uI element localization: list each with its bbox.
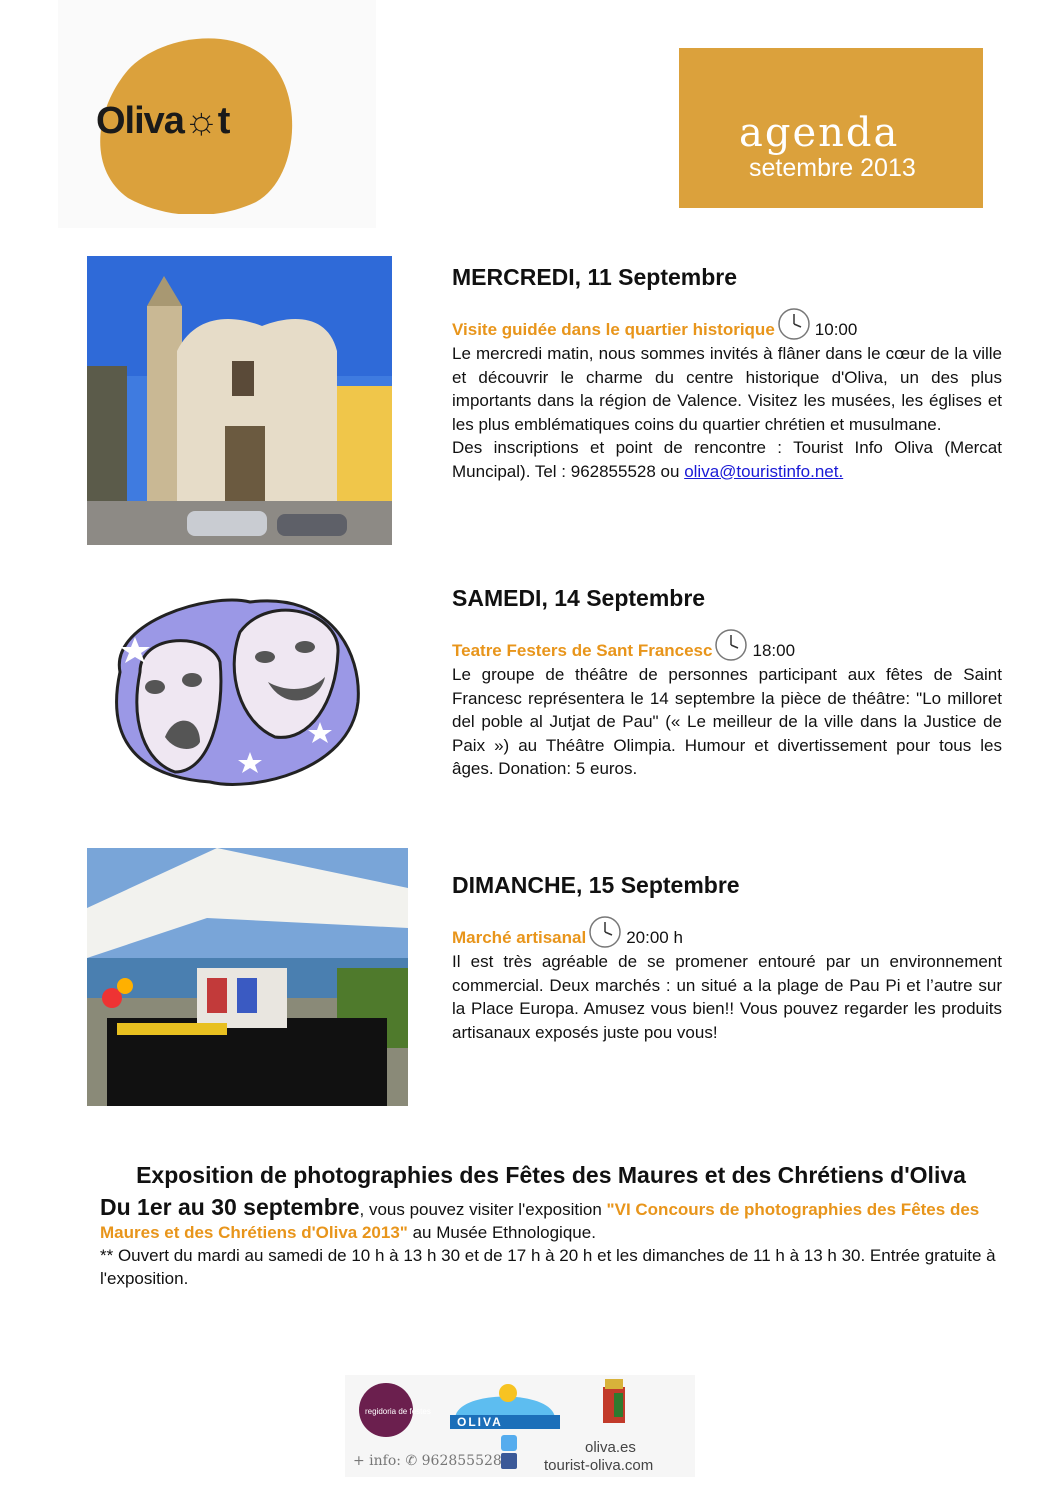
exposition-text-2: au Musée Ethnologique. bbox=[407, 1223, 596, 1242]
event-day: MERCREDI, 11 Septembre bbox=[452, 264, 738, 290]
exposition-text: , vous pouvez visiter l'exposition bbox=[359, 1200, 607, 1219]
exposition-section bbox=[100, 1160, 1002, 1290]
event-day: SAMEDI, 14 Septembre bbox=[452, 585, 706, 611]
event-1 bbox=[452, 264, 1002, 483]
clock-icon bbox=[777, 307, 811, 341]
exposition-title: Exposition de photographies des Fêtes des Maures et des Chrétiens d'Oliva bbox=[136, 1162, 966, 1188]
market-photo bbox=[87, 848, 408, 1106]
exposition-name: "VI Concours de photographies des Fêtes des Maures et des Chrétiens d'Oliva 2013" bbox=[100, 1200, 980, 1242]
coat-of-arms-icon bbox=[599, 1379, 629, 1431]
event-3 bbox=[452, 872, 1002, 1044]
contact-text: Des inscriptions et point de rencontre : Tourist Info Oliva (Mercat Muncipal). Tel : 962855528 ou bbox=[452, 438, 1002, 481]
email-link[interactable]: oliva@touristinfo.net. bbox=[684, 461, 844, 481]
exposition-paragraph bbox=[100, 1196, 1002, 1244]
festes-logo-text: regidoria de festes bbox=[365, 1407, 431, 1416]
theatre-masks-image bbox=[100, 592, 362, 792]
footer-website-tourist[interactable]: tourist-oliva.com bbox=[544, 1457, 654, 1474]
event-time: 20:00 h bbox=[626, 928, 683, 947]
event-description: Le mercredi matin, nous sommes invités à flâner dans le cœur de la ville et découvrir le charme du centre historique d'Oliva, un des plus importants dans la région de Valence. Visitez les musées, les églises et les plus emblématiques coins du quartier chrétien et musulmane. bbox=[452, 344, 1002, 434]
footer-info: + info: ✆ 962855528 bbox=[353, 1453, 502, 1469]
event-title: Marché artisanal bbox=[452, 928, 587, 947]
church-photo bbox=[87, 256, 392, 545]
footer-website-oliva[interactable]: oliva.es bbox=[585, 1439, 636, 1456]
agenda-subtitle: setembre 2013 bbox=[749, 154, 916, 182]
footer-logos bbox=[345, 1375, 695, 1477]
agenda-banner bbox=[679, 48, 983, 208]
event-time: 18:00 bbox=[752, 641, 796, 660]
agenda-title: agenda bbox=[739, 110, 900, 156]
event-description: Le groupe de théâtre de personnes participant aux fêtes de Saint Francesc représentera le 14 septembre la pièce de théâtre: "Lo milloret del poble al Jutjat de Pau" (« Le meilleur de la ville dans la Justice de Paix ») au Théâtre Olimpia. Humour et divertissement pour tous les âges. Donation: 5 euros. bbox=[452, 665, 1002, 778]
event-2 bbox=[452, 585, 1002, 781]
event-time: 10:00 bbox=[814, 320, 858, 339]
clock-icon bbox=[588, 915, 622, 949]
exposition-hours: ** Ouvert du mardi au samedi de 10 h à 13 h 30 et de 17 h à 20 h et les dimanches de 11 h à 13 h 30. Entrée gratuite à l'exposition. bbox=[100, 1246, 996, 1288]
event-title: Teatre Festers de Sant Francesc bbox=[452, 641, 713, 660]
event-day: DIMANCHE, 15 Septembre bbox=[452, 872, 740, 898]
olivaet-logo-text: Oliva☼t bbox=[96, 100, 230, 142]
exposition-date: Du 1er au 30 septembre bbox=[100, 1194, 360, 1220]
event-contact bbox=[452, 436, 1002, 483]
facebook-icon[interactable] bbox=[501, 1453, 517, 1469]
clock-icon bbox=[714, 628, 748, 662]
event-title: Visite guidée dans le quartier historique bbox=[452, 320, 775, 339]
event-description: Il est très agréable de se promener entouré par un environnement commercial. Deux marchés : un situé a la plage de Pau Pi et l’autre sur la Place Europa. Amusez vous bien!! Vous pouvez regarder les produits artisanaux exposés juste pou vous! bbox=[452, 952, 1002, 1042]
twitter-icon[interactable] bbox=[501, 1435, 517, 1451]
oliva-logo-text: OLIVA bbox=[457, 1415, 503, 1429]
